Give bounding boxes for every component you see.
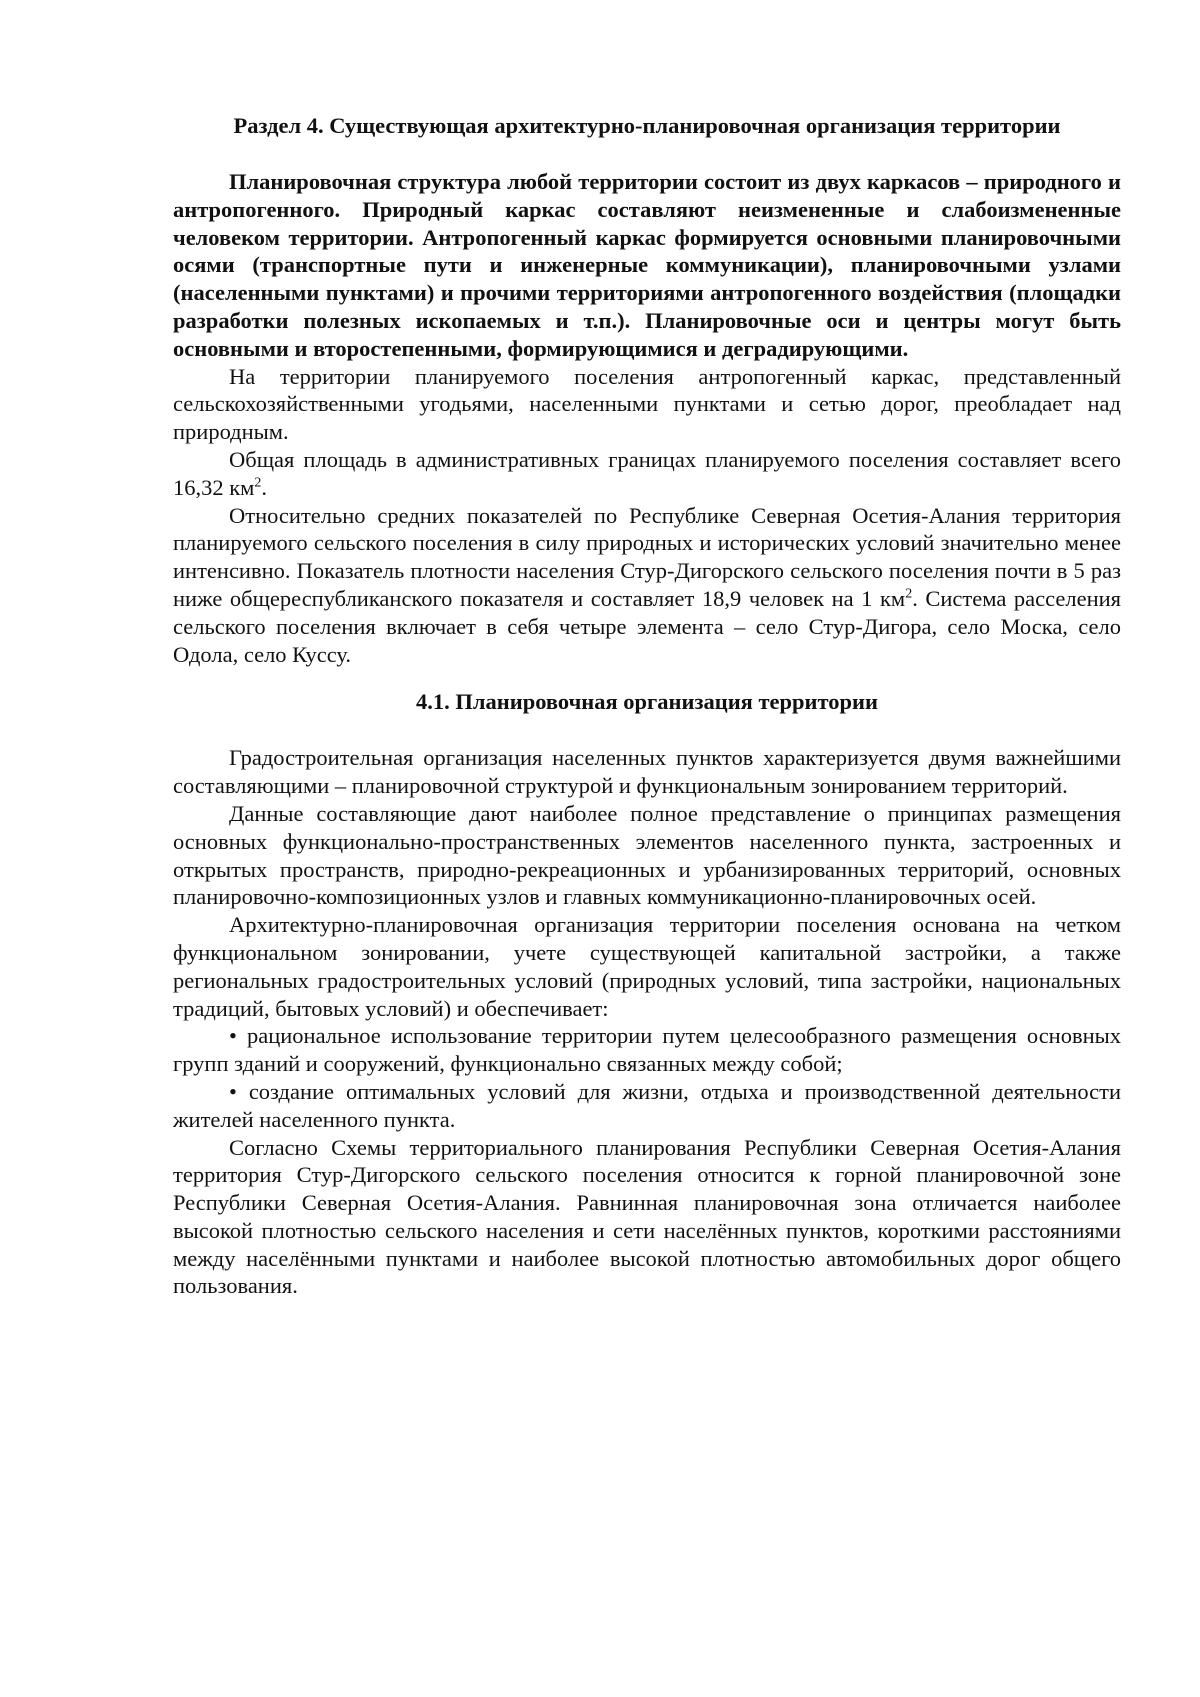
paragraph-urban-organization: Градостроительная организация населенных пунктов характеризуется двумя важнейшими составляющими – планировочной структурой и функциональным зонированием территорий. xyxy=(173,745,1121,799)
paragraph-components: Данные составляющие дают наиболее полное представление о принципах размещения основных функционально-пространственных элементов населенного пункта, застроенных и открытых пространств, природно-рекреационных и урбанизированных территорий, основных планировочно-композиционных узлов и главных коммуникационно-планировочных осей. xyxy=(173,800,1121,910)
paragraph-anthropogenic-frame: На территории планируемого поселения антропогенный каркас, представленный сельскохозяйственными угодьями, населенными пунктами и сетью дорог, преобладает над природным. xyxy=(173,363,1121,445)
bullet-optimal-conditions: • создание оптимальных условий для жизни, отдыха и производственной деятельности жителей населенного пункта. xyxy=(173,1078,1121,1132)
document-page xyxy=(173,112,1121,1300)
paragraph-architectural-organization: Архитектурно-планировочная организация территории поселения основана на четком функциональном зонировании, учете существующей капитальной застройки, а также региональных градостроительных условий (природных условий, типа застройки, национальных традиций, бытовых условий) и обеспечивает: xyxy=(173,912,1121,1021)
density-end: . Система расселения сельского поселения включает в себя четыре элемента – село Стур-Дигора, село Моска, село Одола, село Куссу. xyxy=(173,585,1121,667)
subsection-title: 4.1. Планировочная организация территории xyxy=(416,689,878,715)
paragraph-population-density xyxy=(173,502,1121,669)
section-title: Раздел 4. Существующая архитектурно-планировочная организация территории xyxy=(233,113,1061,138)
paragraph-planning-zone: Согласно Схемы территориального планирования Республики Северная Осетия-Алания территория Стур-Дигорского сельского поселения относится к горной планировочной зоне Республики Северная Осетия-Алания. Равнинная планировочная зона отличается наиболее высокой плотностью сельского населения и сети населённых пунктов, короткими расстояниями между населёнными пунктами и наиболее высокой плотностью автомобильных дорог общего пользования. xyxy=(173,1134,1121,1299)
paragraph-total-area xyxy=(173,446,1121,502)
intro-bold-paragraph: Планировочная структура любой территории состоит из двух каркасов – природного и антропогенного. Природный каркас составляют неизмененные и слабоизмененные человеком территории. Антропогенный каркас формируется основными планировочными осями (транспортные пути и инженерные коммуникации), планировочными узлами (населенными пунктами) и прочими территориями антропогенного воздействия (площадки разработки полезных ископаемых и т.п.). Планировочные оси и центры могут быть основными и второстепенными, формирующимися и деградирующими. xyxy=(173,169,1121,361)
total-area-superscript: 2 xyxy=(254,475,262,491)
total-area-end: . xyxy=(261,474,268,500)
density-text: Относительно средних показателей по Республике Северная Осетия-Алания территория планируемого сельского поселения в силу природных и исторических условий значительно менее интенсивно. Показатель плотности населения Стур-Дигорского сельского поселения почти в 5 раз ниже общереспубликанского показателя и составляет 18,9 человек на 1 км xyxy=(173,502,1121,611)
bullet-rational-use: • рациональное использование территории путем целесообразного размещения основных групп зданий и сооружений, функционально связанных между собой; xyxy=(173,1023,1121,1077)
density-superscript: 2 xyxy=(905,586,913,602)
total-area-text: Общая площадь в административных границах планируемого поселения составляет всего 16,32 км xyxy=(173,446,1121,500)
